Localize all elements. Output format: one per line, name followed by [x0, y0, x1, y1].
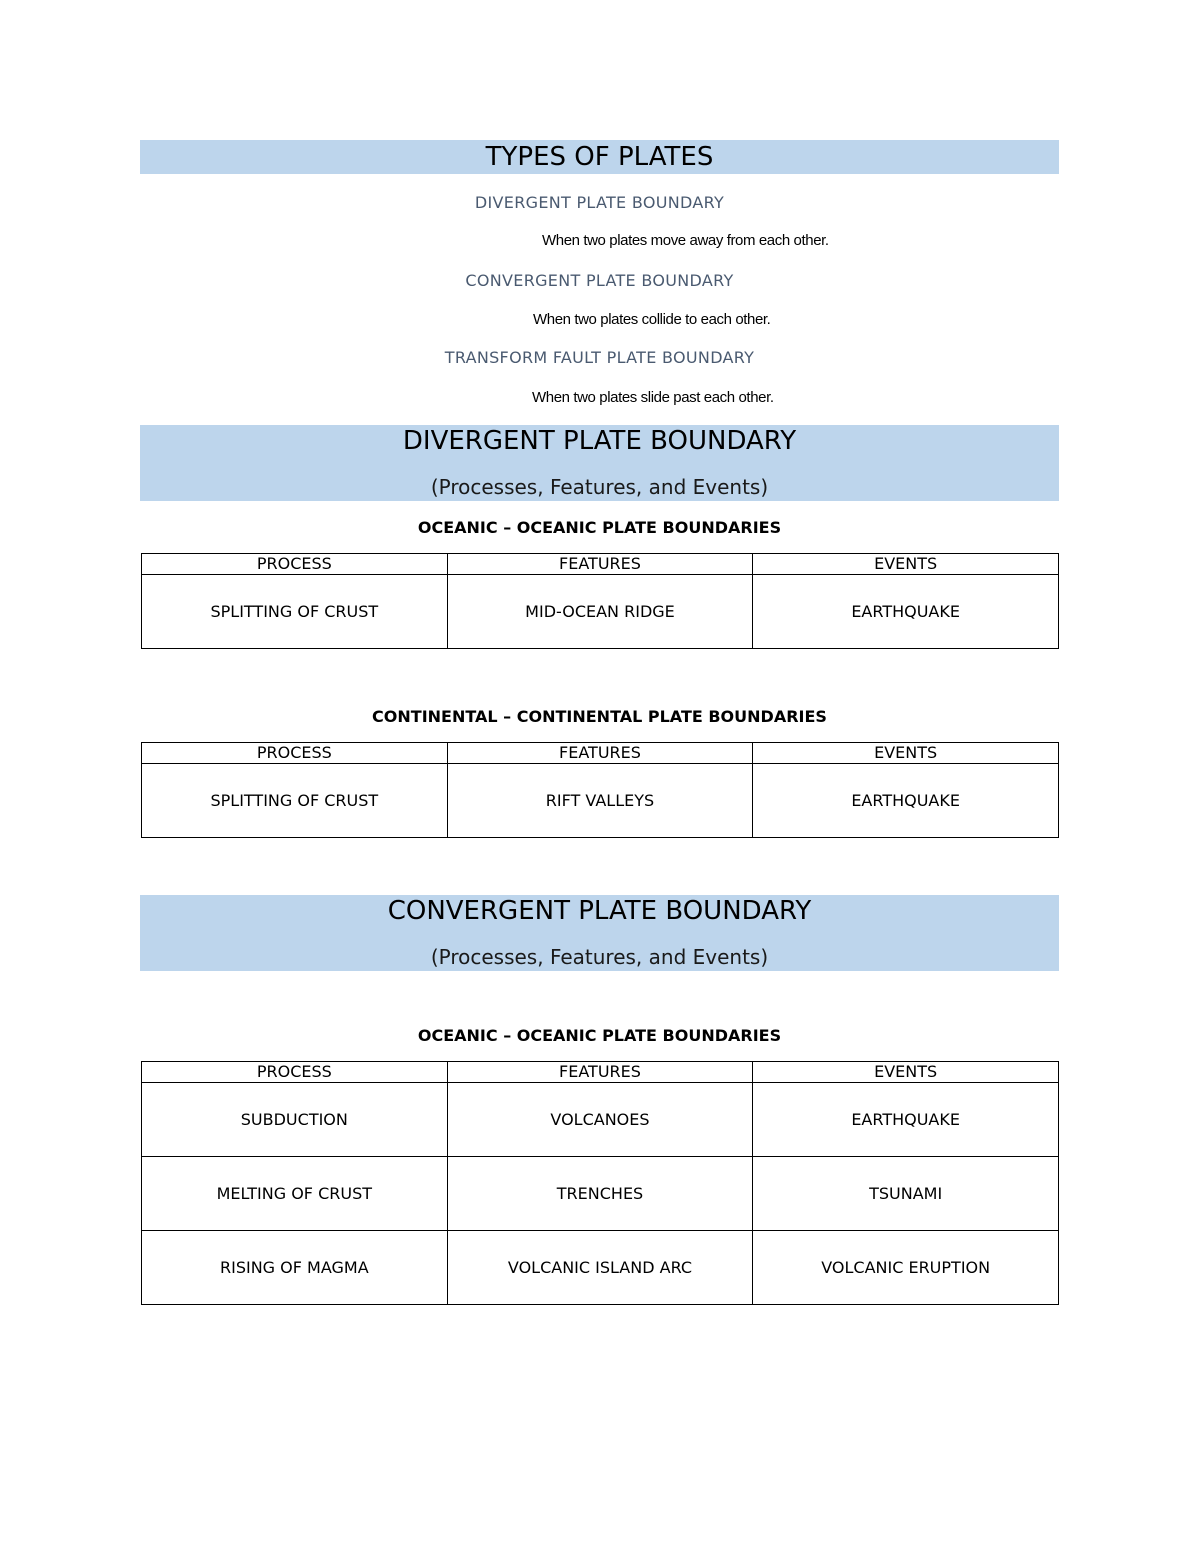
table-header-row	[142, 554, 1059, 575]
table-row	[142, 764, 1059, 838]
column-header-events: EVENTS	[753, 743, 1059, 764]
table-cell: TRENCHES	[447, 1157, 753, 1231]
convergent-subtitle: (Processes, Features, and Events)	[430, 945, 769, 969]
table-cell: RISING OF MAGMA	[142, 1231, 448, 1305]
type-description-convergent: When two plates collide to each other.	[533, 311, 771, 328]
table-row	[142, 1083, 1059, 1157]
table-cell: MELTING OF CRUST	[142, 1157, 448, 1231]
table-cell: RIFT VALLEYS	[447, 764, 753, 838]
type-description-transform: When two plates slide past each other.	[532, 389, 774, 406]
table-cell: EARTHQUAKE	[753, 575, 1059, 649]
type-heading-divergent: DIVERGENT PLATE BOUNDARY	[474, 193, 725, 212]
convergent-title: CONVERGENT PLATE BOUNDARY	[387, 896, 812, 926]
type-description-divergent: When two plates move away from each other.	[542, 232, 829, 249]
table-cell: SUBDUCTION	[142, 1083, 448, 1157]
divergent-subtitle: (Processes, Features, and Events)	[430, 475, 769, 499]
type-heading-convergent: CONVERGENT PLATE BOUNDARY	[465, 271, 734, 290]
table-row	[142, 1231, 1059, 1305]
column-header-events: EVENTS	[753, 1062, 1059, 1083]
divergent-continental-title: CONTINENTAL – CONTINENTAL PLATE BOUNDARIES	[372, 707, 827, 726]
table-cell: TSUNAMI	[753, 1157, 1059, 1231]
column-header-events: EVENTS	[753, 554, 1059, 575]
convergent-band	[140, 895, 1059, 971]
table-cell: VOLCANOES	[447, 1083, 753, 1157]
table-cell: VOLCANIC ERUPTION	[753, 1231, 1059, 1305]
type-heading-transform: TRANSFORM FAULT PLATE BOUNDARY	[444, 348, 755, 367]
column-header-process: PROCESS	[142, 743, 448, 764]
column-header-process: PROCESS	[142, 554, 448, 575]
convergent-oceanic-title: OCEANIC – OCEANIC PLATE BOUNDARIES	[417, 1026, 782, 1045]
divergent-continental-table	[141, 742, 1059, 838]
column-header-features: FEATURES	[447, 554, 753, 575]
table-cell: VOLCANIC ISLAND ARC	[447, 1231, 753, 1305]
column-header-process: PROCESS	[142, 1062, 448, 1083]
divergent-title: DIVERGENT PLATE BOUNDARY	[402, 426, 797, 456]
divergent-band	[140, 425, 1059, 501]
types-band	[140, 140, 1059, 174]
table-header-row	[142, 1062, 1059, 1083]
table-cell: EARTHQUAKE	[753, 1083, 1059, 1157]
table-row	[142, 1157, 1059, 1231]
divergent-oceanic-table	[141, 553, 1059, 649]
table-cell: SPLITTING OF CRUST	[142, 764, 448, 838]
table-header-row	[142, 743, 1059, 764]
table-cell: EARTHQUAKE	[753, 764, 1059, 838]
column-header-features: FEATURES	[447, 743, 753, 764]
convergent-oceanic-table	[141, 1061, 1059, 1305]
table-cell: MID-OCEAN RIDGE	[447, 575, 753, 649]
table-row	[142, 575, 1059, 649]
column-header-features: FEATURES	[447, 1062, 753, 1083]
table-cell: SPLITTING OF CRUST	[142, 575, 448, 649]
divergent-oceanic-title: OCEANIC – OCEANIC PLATE BOUNDARIES	[417, 518, 782, 537]
types-title: TYPES OF PLATES	[485, 142, 714, 172]
